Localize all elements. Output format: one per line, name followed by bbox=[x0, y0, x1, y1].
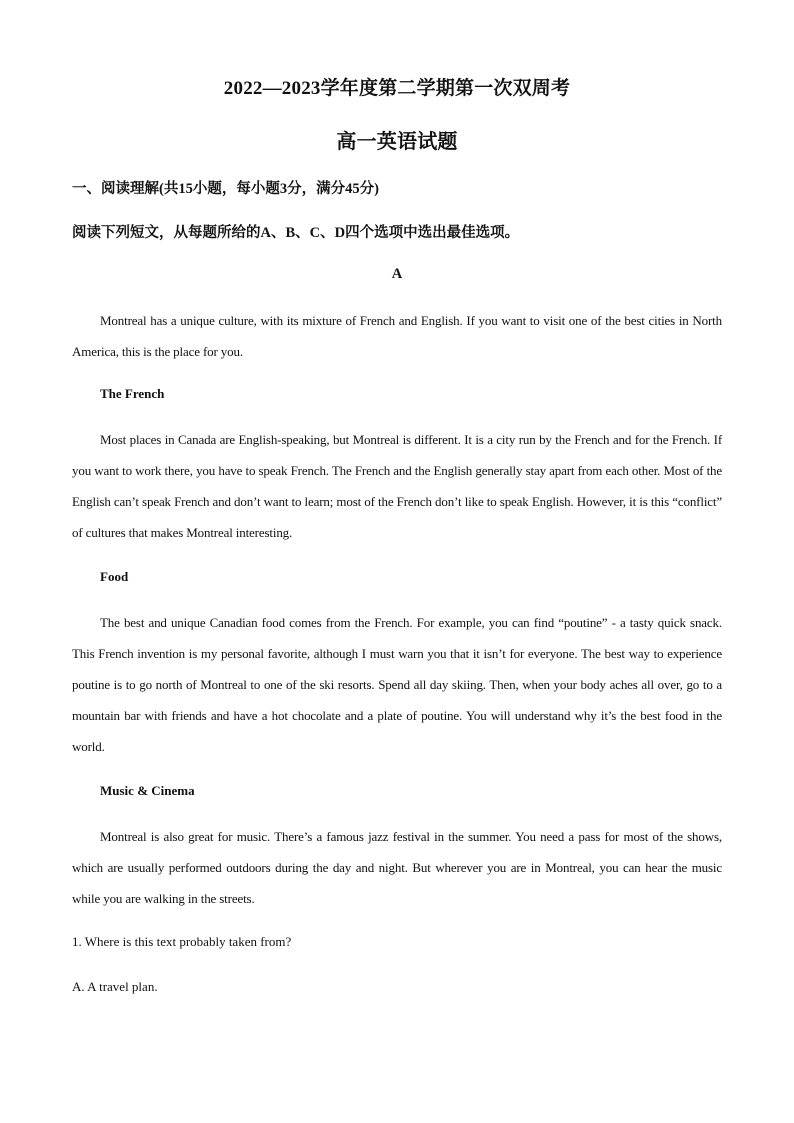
passage-paragraph-music: Montreal is also great for music. There’s a famous jazz festival in the summer. You need a pass for most of the shows, which are usually performed outdoors during the day and night. But wherever you are in Montreal, you can hear the music while you are walking in the streets. bbox=[72, 829, 722, 906]
exam-subtitle: 高一英语试题 bbox=[336, 131, 458, 153]
passage-subheading-music: Music & Cinema bbox=[100, 783, 195, 798]
section-heading: 一、阅读理解(共15小题，每小题3分，满分45分) bbox=[72, 181, 379, 197]
passage-paragraph-french: Most places in Canada are English-speaking, but Montreal is different. It is a city run by the French and for the French. If you want to work there, you have to speak French. The French and the English generally stay apart from each other. Most of the English can’t speak French and don’t want to learn; most of the French don’t like to speak English. However, it is this “conflict” of cultures that makes Montreal interesting. bbox=[72, 432, 722, 540]
passage-intro-paragraph: Montreal has a unique culture, with its mixture of French and English. If you want to visit one of the best cities in North America, this is the place for you. bbox=[72, 313, 722, 359]
passage-label: A bbox=[391, 266, 403, 282]
passage-subheading-french: The French bbox=[100, 386, 165, 401]
passage-subheading-food: Food bbox=[100, 569, 129, 584]
passage-paragraph-food: The best and unique Canadian food comes from the French. For example, you can find “poutine” - a tasty quick snack. This French invention is my personal favorite, although I must warn you that it isn’t for everyone. The best way to experience poutine is to go north of Montreal to one of the ski resorts. Spend all day skiing. Then, when your body aches all over, go to a mountain bar with friends and have a hot chocolate and a plate of poutine. You will understand why it’s the best food in the world. bbox=[72, 615, 722, 754]
exam-title: 2022—2023学年度第二学期第一次双周考 bbox=[223, 78, 571, 99]
question-option: A. A travel plan. bbox=[72, 979, 158, 994]
question-stem: 1. Where is this text probably taken from? bbox=[72, 934, 292, 949]
section-instruction: 阅读下列短文，从每题所给的A、B、C、D四个选项中选出最佳选项。 bbox=[72, 225, 520, 241]
